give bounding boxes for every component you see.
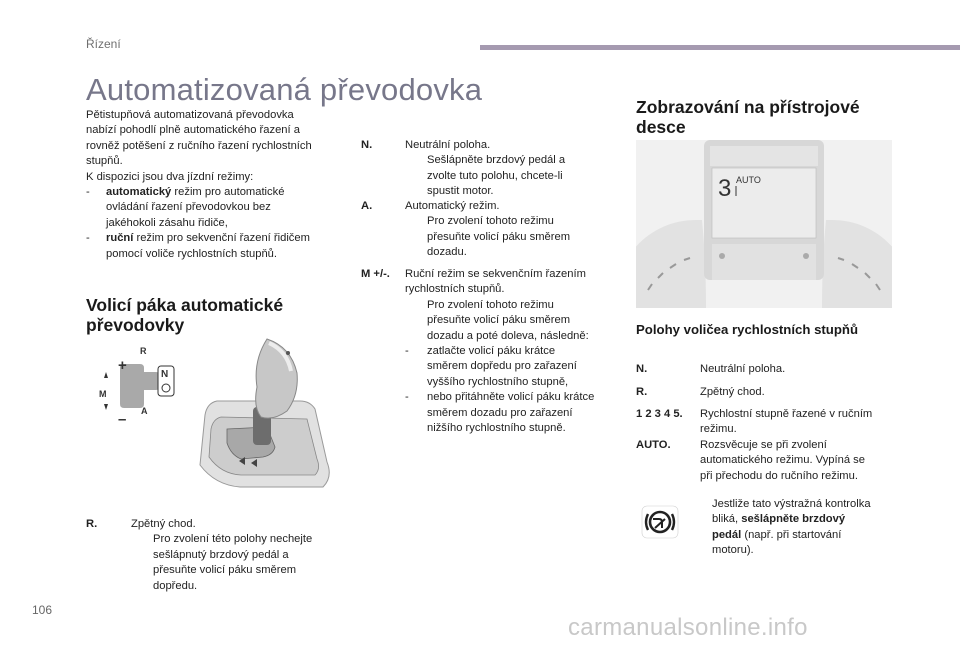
minus-label: – (118, 411, 127, 427)
position-key: AUTO. (636, 439, 671, 451)
intro-line: rovněž potěšení z ručního řazení rychlostních (86, 139, 312, 152)
heading-line: převodovky (86, 315, 185, 335)
def-line: dozadu. (427, 246, 467, 259)
display-heading (636, 97, 860, 137)
panel-knob-left (719, 253, 725, 259)
def-key: A. (361, 200, 373, 212)
def-line: Automatický režim. (405, 200, 500, 212)
position-desc: Neutrální poloha. (700, 363, 786, 375)
def-line: Ruční režim se sekvenčním řazením (405, 268, 586, 280)
mode-desc: jakéhokoli zásahu řidiče, (106, 216, 228, 229)
warning-line: motoru). (712, 544, 754, 557)
dash: - (86, 232, 90, 245)
position-desc: Rychlostní stupně řazené v ručním (700, 408, 873, 420)
section-label: Řízení (86, 37, 121, 51)
auto-indicator: AUTO (736, 175, 761, 185)
position-key: 1 2 3 4 5. (636, 408, 683, 420)
def-key: R. (86, 518, 98, 530)
gear-lever-illustration (195, 337, 335, 492)
def-manual (361, 267, 611, 437)
mode-desc: ovládání řazení převodovkou bez (106, 201, 271, 214)
position-desc: Rozsvěcuje se při zvolení (700, 439, 827, 451)
def-line: přesuňte volicí páku směrem (427, 314, 571, 327)
warning-line: bliká, (712, 513, 742, 526)
position-key: R. (636, 386, 648, 398)
def-line: spustit motor. (427, 185, 494, 198)
page-number: 106 (32, 603, 53, 617)
warning-emphasis: sešlápněte brzdový (741, 513, 846, 526)
instrument-cluster-illustration (636, 140, 892, 308)
def-neutral (361, 138, 611, 198)
def-line: nižšího rychlostního stupně. (427, 422, 566, 435)
warning-line: (např. při startování (741, 528, 842, 541)
def-line: zvolte tuto polohu, chcete-li (427, 169, 563, 182)
def-line: Pro zvolení tohoto režimu (427, 298, 554, 311)
knob-mark (286, 351, 290, 355)
heading-line: Zobrazování na přístrojové (636, 97, 860, 117)
def-line: přesuňte volicí páku směrem (427, 230, 571, 243)
def-line: dozadu a poté doleva, následně: (427, 329, 589, 342)
plus-label: + (118, 357, 127, 374)
position-key: N. (636, 363, 648, 375)
mode-desc: pomocí voliče rychlostních stupňů. (106, 247, 278, 260)
upper-display (710, 146, 818, 166)
intro-line: nabízí pohodlí plně automatického řazení a (86, 124, 300, 137)
mode-item-manual (86, 231, 346, 262)
def-line: Pro zvolení této polohy nechejte (153, 533, 313, 546)
def-line: nebo přitáhněte volicí páku krátce (427, 391, 595, 404)
gear-gate-diagram (96, 342, 181, 427)
def-line: vyššího rychlostního stupně, (427, 375, 569, 388)
dash: - (405, 345, 409, 358)
a-label: A (141, 406, 148, 416)
mode-desc: režim pro sekvenční řazení řidičem (133, 232, 310, 245)
watermark: carmanualsonline.info (568, 614, 808, 641)
position-desc: při přechodu do ručního režimu. (700, 469, 858, 482)
intro-text (86, 108, 346, 262)
position-desc: režimu. (700, 423, 737, 436)
def-key: N. (361, 139, 373, 151)
brake-warning-icon (640, 502, 680, 542)
dash: - (405, 391, 409, 404)
def-line: zatlačte volicí páku krátce (427, 345, 556, 358)
r-label: R (140, 346, 147, 356)
position-item (636, 385, 896, 401)
position-item (636, 438, 896, 486)
selector-heading (86, 295, 283, 335)
intro-line: Pětistupňová automatizovaná převodovka (86, 109, 294, 121)
position-item (636, 407, 896, 439)
def-key: M +/-. (361, 268, 390, 280)
page-title: Automatizovaná převodovka (86, 72, 483, 107)
positions-heading: Polohy voličea rychlostních stupňů (636, 322, 859, 337)
position-desc: Zpětný chod. (700, 386, 765, 398)
def-line: Pro zvolení tohoto režimu (427, 215, 554, 228)
m-label: M (99, 389, 107, 399)
heading-line: desce (636, 117, 686, 137)
def-line: rychlostních stupňů. (405, 283, 505, 296)
n-label: N (161, 369, 169, 380)
def-reverse (86, 517, 356, 597)
mode-item-automatic (86, 185, 346, 231)
def-line: sešlápnutý brzdový pedál a (153, 548, 289, 561)
dash: - (86, 186, 90, 199)
def-line: Neutrální poloha. (405, 139, 491, 151)
def-line: Sešlápněte brzdový pedál a (427, 154, 566, 167)
header-bar (480, 45, 960, 50)
warning-line: Jestliže tato výstražná kontrolka (712, 498, 871, 510)
warning-emphasis: pedál (712, 528, 742, 541)
def-line: přesuňte volicí páku směrem (153, 564, 297, 577)
heading-line: Volicí páka automatické (86, 295, 284, 315)
intro-line: stupňů. (86, 155, 123, 168)
warning-note (690, 497, 900, 559)
intro-line: K dispozici jsou dva jízdní režimy: (86, 170, 254, 183)
mode-desc: režim pro automatické (171, 186, 285, 199)
gear-indicator: 3 (718, 175, 732, 202)
panel-knob-right (803, 253, 809, 259)
lower-panel (712, 244, 816, 280)
def-line: směrem dozadu pro zařazení (427, 406, 573, 419)
position-item (636, 362, 896, 378)
mode-name: ruční (106, 232, 134, 245)
position-desc: automatického režimu. Vypíná se (700, 454, 865, 467)
def-automatic (361, 199, 611, 259)
def-line: dopředu. (153, 579, 198, 592)
def-line: směrem dopředu pro zařazení (427, 360, 577, 373)
mode-name: automatický (106, 186, 172, 199)
def-line: Zpětný chod. (131, 518, 196, 530)
